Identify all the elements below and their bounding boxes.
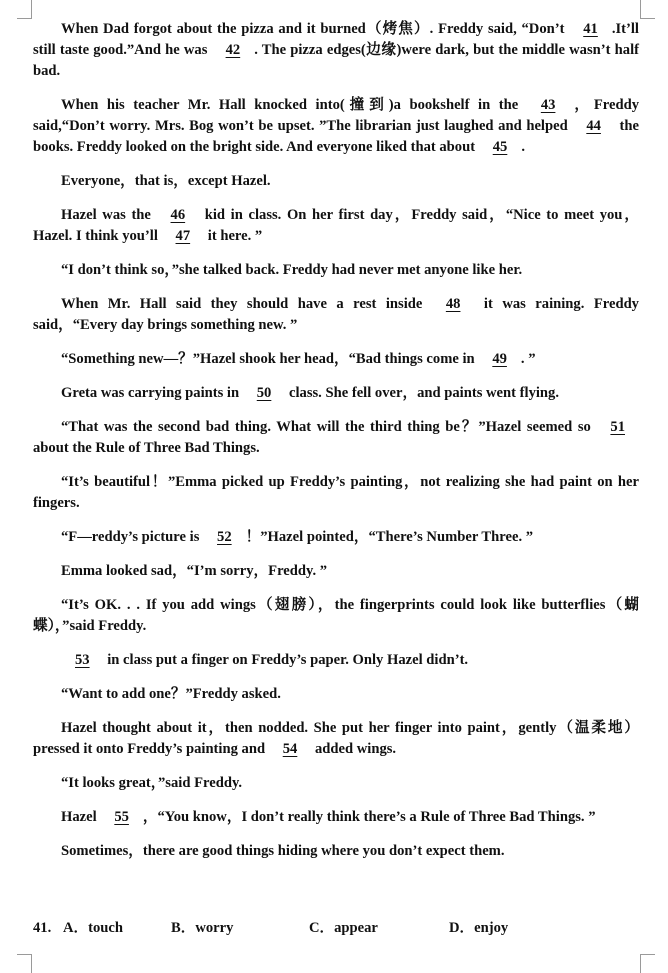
option-d[interactable]: D．enjoy [449,920,509,936]
question-41 [33,918,639,939]
paragraph [33,205,639,247]
option-a[interactable]: A．touch [63,920,123,936]
passage-text: it was raining. Freddy said，“Every day brings something new. ” [33,296,639,333]
passage-text: ，“You know，I don’t really think there’s a Rule of Three Bad Things. ” [142,809,596,825]
blank-48[interactable]: 48 [445,296,461,312]
blank-52[interactable]: 52 [217,529,232,545]
passage-text: When Mr. Hall said they should have a rest inside [61,296,432,312]
passage-text: Hazel [61,809,101,825]
paragraph [33,527,639,548]
passage-text: ！”Hazel pointed，“There’s Number Three. ” [245,529,534,545]
paragraph [33,807,639,828]
blank-49[interactable]: 49 [492,351,507,367]
blank-55[interactable]: 55 [114,809,129,825]
paragraph [33,718,639,760]
passage-text: ，Freddy said,“Don’t worry. Mrs. Bog won’t be upset. ”The librarian just laughed and helped [33,97,640,134]
paragraph [33,95,639,158]
passage-text: Everyone，that is，except Hazel. [61,173,271,189]
paragraph [33,294,639,336]
passage-text: Hazel thought about it，then nodded. She put her finger into paint，gently（温柔地）pressed it onto Freddy’s painting and [33,720,639,757]
paragraph [33,383,639,404]
passage-text: “F—reddy’s picture is [61,529,204,545]
passage-text: Hazel was the [61,207,157,223]
passage-text: the books. Freddy looked on the bright side. And everyone liked that about [33,118,639,155]
passage-text: When Dad forgot about the pizza and it burned（烤焦）. Freddy said, “Don’t [61,21,570,37]
passage-text: “Something new—？”Hazel shook her head，“Bad things come in [61,351,479,367]
blank-42[interactable]: 42 [225,42,241,58]
passage-text: . The pizza edges(边缘)were dark, but the middle wasn’t half bad. [33,42,639,79]
passage-text: “Want to add one？”Freddy asked. [61,686,281,702]
crop-mark-top-right [640,0,655,19]
blank-44[interactable]: 44 [586,118,601,134]
paragraph [33,595,639,637]
blank-47[interactable]: 47 [175,228,191,244]
paragraph [33,472,639,514]
passage-text: added wings. [311,741,397,757]
passage-text: . ” [520,351,536,367]
passage-text: Greta was carrying paints in [61,385,243,401]
blank-46[interactable]: 46 [170,207,186,223]
paragraph [33,417,639,459]
paragraph [33,171,639,192]
blank-53[interactable]: 53 [75,652,90,668]
paragraph [33,841,639,862]
blank-54[interactable]: 54 [282,741,298,757]
passage-text: in class put a finger on Freddy’s paper. Only Hazel didn’t. [103,652,469,668]
blank-41[interactable]: 41 [583,21,598,37]
paragraph [33,684,639,705]
blank-50[interactable]: 50 [256,385,272,401]
passage-text: “It’s beautiful！”Emma picked up Freddy’s painting，not realizing she had paint on her fingers. [33,474,639,511]
paragraph [33,773,639,794]
passage-text: “It’s OK. . . If you add wings（翅膀），the fingerprints could look like butterflies（蝴蝶），”said Freddy. [33,597,639,634]
passage-text: Emma looked sad，“I’m sorry，Freddy. ” [61,563,328,579]
passage-text: about the Rule of Three Bad Things. [33,440,260,456]
option-b[interactable]: B．worry [171,920,234,936]
crop-mark-top-left [17,0,32,19]
question-number: 41. [33,920,52,936]
passage-text: it here. ” [204,228,263,244]
passage-text: class. She fell over，and paints went flying. [285,385,559,401]
blank-43[interactable]: 43 [540,97,556,113]
paragraph [33,19,639,82]
passage-text: “That was the second bad thing. What will the third thing be？”Hazel seemed so [61,419,597,435]
paragraph [33,260,639,281]
option-c[interactable]: C．appear [309,920,378,936]
blank-51[interactable]: 51 [610,419,625,435]
paragraph [33,349,639,370]
passage-text: When his teacher Mr. Hall knocked into(撞到)a bookshelf in the [61,97,527,113]
passage-text: “It looks great，”said Freddy. [61,775,243,791]
paragraph [33,561,639,582]
paragraph [33,650,639,671]
crop-mark-bottom-right [640,954,655,973]
blank-45[interactable]: 45 [492,139,508,155]
crop-mark-bottom-left [17,954,32,973]
passage-text: . [521,139,525,155]
passage-text: kid in class. On her first day，Freddy said，“Nice to meet you，Hazel. I think you’ll [33,207,639,244]
question-options [33,918,639,939]
passage-text: Sometimes，there are good things hiding where you don’t expect them. [61,843,505,859]
passage-text: “I don’t think so，”she talked back. Freddy had never met anyone like her. [61,262,523,278]
passage-text: .It’ll still taste good.”And he was [33,21,639,58]
cloze-passage [33,19,639,876]
